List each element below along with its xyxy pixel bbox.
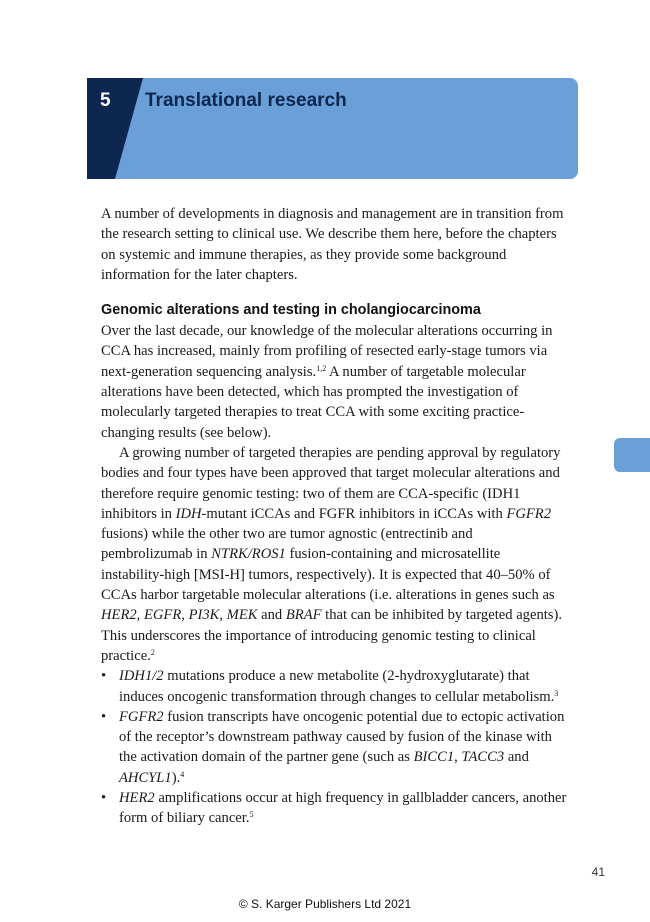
citation-ref: 5 (249, 810, 254, 820)
section-paragraph-1: Over the last decade, our knowledge of the molecular alterations occurring in CCA has increased, mainly from profiling of resected early-stage tumors via next-generation sequencing analysis.$^{1,2}$ A number of targetable molecular alterations have been detected, which has prompted the investigation of molecularly targeted therapies to treat CCA with some exciting practice-changing results (see below). (101, 323, 553, 441)
citation-ref: 4 (180, 769, 185, 779)
chapter-title: Translational research (145, 90, 347, 111)
section-paragraph-2: A growing number of targeted therapies are pending approval by regulatory bodies and four types have been approved that target molecular alterations and therefore require genomic testing: two of them are CCA-specific (IDH1 inhibitors in IDH-mutant iCCAs and FGFR inhibitors in iCCAs with FGFR2 fusions) while the other two are tumor agnostic (entrectinib and pembrolizumab in NTRK/ROS1 fusion-containing and microsatellite instability-high [MSI-H] tumors, respectively). It is expected that 40–50% of CCAs harbor targetable molecular alterations (i.e. alterations in genes such as HER2, EGFR, PI3K, MEK and BRAF that can be inhibited by targeted agents). This underscores the importance of introducing genomic testing to clinical practice.$^2$ (101, 444, 562, 664)
list-item: • IDH1/2 mutations produce a new metabolite (2-hydroxyglutarate) that induces oncogenic transformation through changes to cellular metabolism.$^3$ (101, 668, 559, 705)
section-heading: Genomic alterations and testing in cholangiocarcinoma (101, 302, 481, 319)
bullet-icon: • (101, 668, 107, 685)
bullet-icon: • (101, 790, 107, 807)
chapter-number: 5 (100, 90, 111, 111)
list-item: • HER2 amplifications occur at high frequency in gallbladder cancers, another form of biliary cancer.$^5$ (101, 790, 567, 827)
citation-ref: 1,2 (316, 363, 327, 373)
citation-ref: 2 (150, 647, 155, 657)
intro-paragraph: A number of developments in diagnosis and management are in transition from the research setting to clinical use. We describe them here, before the chapters on systemic and immune therapies, as they provide some background information for the later chapters. (101, 206, 564, 283)
bullet-list (101, 666, 567, 828)
side-thumb-tab (614, 438, 650, 472)
chapter-banner (87, 78, 578, 179)
bullet-icon: • (101, 708, 107, 725)
list-item: • FGFR2 fusion transcripts have oncogenic potential due to ectopic activation of the receptor’s downstream pathway caused by fusion of the kinase with the activation domain of the partner gene (such as BICC1, TACC3 and AHCYL1).$^4$ (101, 708, 565, 786)
page-number: 41 (591, 865, 605, 879)
copyright-notice: © S. Karger Publishers Ltd 2021 (238, 897, 412, 911)
main-content (101, 204, 567, 829)
citation-ref: 3 (554, 688, 559, 698)
